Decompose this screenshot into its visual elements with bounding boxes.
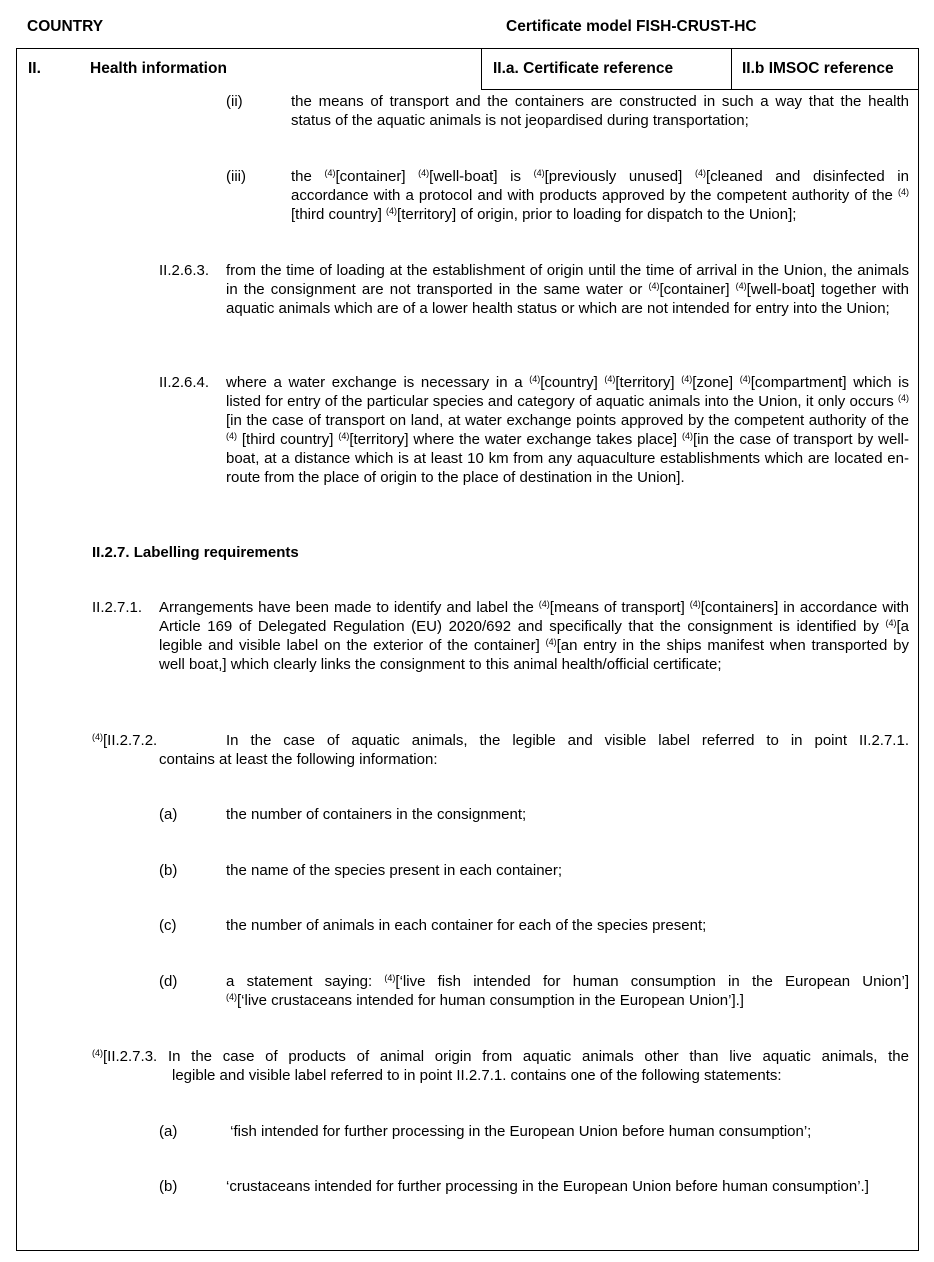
item-iii-text: the $^{(4)}$[container] $^{(4)}$[well-boat] is $^{(4)}$[previously unused] $^{(4)}$[cleaned and disinfected in accordance with a protocol and with products approved by the competent authority of the $^{(4)}$[third country] $^{(4)}$[territory] of origin, prior to loading for dispatch to the Union]; — [291, 168, 909, 223]
certificate-reference-cell: II.a. Certificate reference — [481, 48, 732, 90]
statement-a-label: (a) — [159, 1123, 178, 1140]
item-a-label: (a) — [159, 806, 178, 823]
point-2-7-3-line1: $^{(4)}$[II.2.7.3. In the case of products of animal origin from aquatic animals other than live aquatic animals, the — [92, 1048, 909, 1065]
item-ii-label: (ii) — [226, 93, 243, 110]
item-iii-label: (iii) — [226, 168, 246, 185]
point-2-6-4-label: II.2.6.4. — [159, 374, 210, 391]
item-c-label: (c) — [159, 917, 177, 934]
item-a-text: the number of containers in the consignment; — [226, 806, 527, 823]
item-b-text: the name of the species present in each container; — [226, 862, 563, 879]
item-c-text: the number of animals in each container for each of the species present; — [226, 917, 707, 934]
point-2-7-2-label: $^{(4)}$[II.2.7.2. — [92, 732, 158, 749]
point-2-7-2-line2: contains at least the following information: — [159, 751, 438, 768]
statement-b-text: ‘crustaceans intended for further processing in the European Union before human consumption’.] — [226, 1178, 869, 1195]
imsoc-reference-cell: II.b IMSOC reference — [731, 48, 919, 90]
certificate-model-heading: Certificate model FISH-CRUST-HC — [506, 18, 757, 35]
point-2-7-1-text: Arrangements have been made to identify and label the $^{(4)}$[means of transport] $^{(4)}$[containers] in accordance with Article 169 of Delegated Regulation (EU) 2020/692 and specifically that the consignment is identified by $^{(4)}$[a legible and visible label on the exterior of the container] $^{(4)}$[an entry in the ships manifest when transported by well boat,] which clearly links the consignment to this animal health/official certificate; — [159, 599, 910, 673]
item-ii-text: the means of transport and the containers are constructed in such a way that the health status of the aquatic animals is not jeopardised during transportation; — [291, 93, 909, 129]
section-header-row — [16, 48, 919, 90]
point-2-7-3-line2: legible and visible label referred to in point II.2.7.1. contains one of the following statements: — [172, 1067, 782, 1084]
section-title: Health information — [90, 60, 227, 77]
country-heading: COUNTRY — [27, 18, 104, 35]
section-number: II. — [28, 60, 41, 77]
item-d-text: a statement saying: $^{(4)}$[‘live fish intended for human consumption in the European Union’] $^{(4)}$[‘live crustaceans intended for human consumption in the European Union’].] — [226, 973, 909, 1009]
point-2-6-4-text: where a water exchange is necessary in a $^{(4)}$[country] $^{(4)}$[territory] $^{(4)}$[zone] $^{(4)}$[compartment] which is listed for entry of the particular species and category of aquatic animals into the Union, it only occurs $^{(4)}$[in the case of transport on land, at water exchange points approved by the competent authority of the $^{(4)}$ [third country] $^{(4)}$[territory] where the water exchange takes place] $^{(4)}$[in the case of transport by well-boat, at a distance which is at least 10 km from any aquaculture establishments which are located en-route from the place of origin to the place of destination in the Union]. — [226, 374, 910, 486]
statement-a-text: ‘fish intended for further processing in the European Union before human consumption’; — [226, 1123, 812, 1140]
point-2-6-3-label: II.2.6.3. — [159, 262, 210, 279]
point-2-7-2-line1: In the case of aquatic animals, the legible and visible label referred to in point II.2.7.1. — [226, 732, 909, 749]
point-2-7-1-label: II.2.7.1. — [92, 599, 143, 616]
item-b-label: (b) — [159, 862, 178, 879]
item-d-label: (d) — [159, 973, 178, 990]
statement-b-label: (b) — [159, 1178, 178, 1195]
labelling-requirements-heading: II.2.7. Labelling requirements — [92, 544, 299, 561]
point-2-6-3-text: from the time of loading at the establishment of origin until the time of arrival in the Union, the animals in the consignment are not transported in the same water or $^{(4)}$[container] $^{(4)}$[well-boat] together with aquatic animals which are of a lower health status or which are not intended for entry into the Union; — [226, 262, 909, 317]
